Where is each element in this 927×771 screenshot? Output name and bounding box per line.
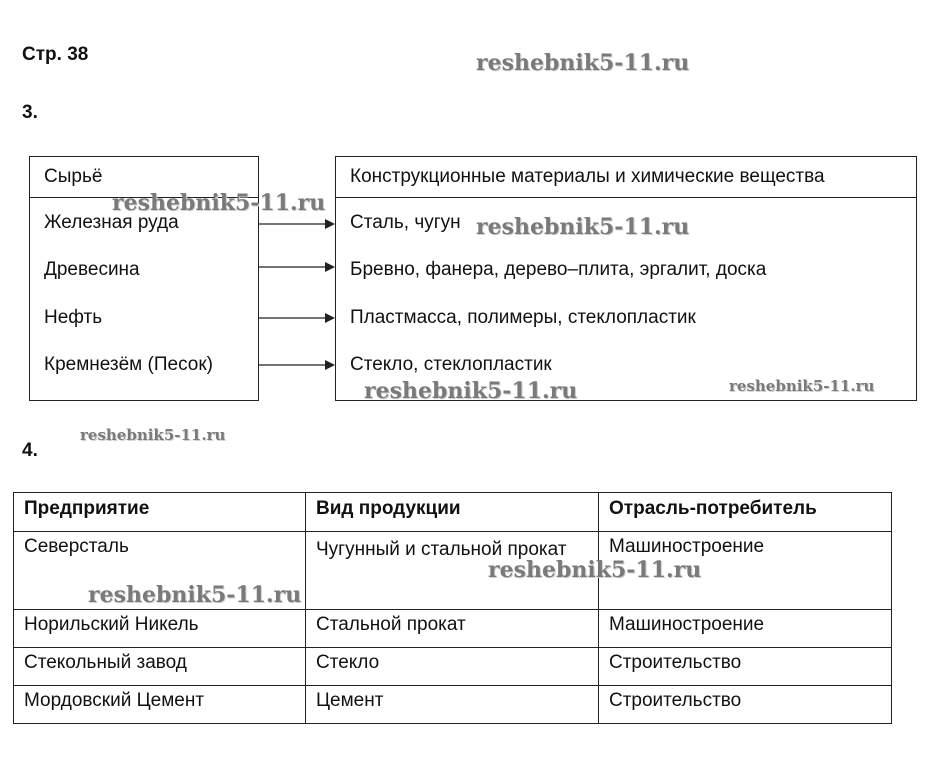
raw-material-item: Железная руда bbox=[44, 212, 179, 233]
table-cell-text: Чугунный и стальной прокат bbox=[316, 539, 567, 560]
table-cell: Норильский Никель bbox=[14, 610, 306, 648]
arrow-right-icon bbox=[259, 218, 335, 230]
arrow-right-icon bbox=[259, 261, 335, 273]
watermark: reshebnik5-11.ru bbox=[80, 426, 226, 444]
table-cell: Строительство bbox=[599, 686, 892, 724]
arrow-right-icon bbox=[259, 359, 335, 371]
table-cell: Цемент bbox=[306, 686, 599, 724]
table-header-row bbox=[14, 493, 892, 532]
table-row bbox=[14, 610, 892, 648]
material-item: Стекло, стеклопластик bbox=[350, 354, 552, 375]
materials-header-label: Конструкционные материалы и химические вещества bbox=[350, 166, 825, 187]
raw-materials-header-label: Сырьё bbox=[44, 166, 103, 187]
table-cell: Мордовский Цемент bbox=[14, 686, 306, 724]
task-3-number: 3. bbox=[22, 102, 38, 123]
table-cell: Стекольный завод bbox=[14, 648, 306, 686]
table-cell: Строительство bbox=[599, 648, 892, 686]
column-header: Вид продукции bbox=[306, 493, 599, 532]
watermark: reshebnik5-11.ru bbox=[112, 190, 326, 216]
enterprise-table bbox=[13, 492, 892, 724]
material-item: Пластмасса, полимеры, стеклопластик bbox=[350, 307, 696, 328]
column-header: Отрасль-потребитель bbox=[599, 493, 892, 532]
watermark: reshebnik5-11.ru bbox=[488, 557, 702, 583]
material-item: Сталь, чугун bbox=[350, 212, 461, 233]
raw-material-item: Нефть bbox=[44, 307, 103, 328]
table-cell: Стальной прокат bbox=[306, 610, 599, 648]
materials-box bbox=[335, 156, 917, 401]
task-4-number: 4. bbox=[22, 440, 38, 461]
arrow-right-icon bbox=[259, 312, 335, 324]
watermark: reshebnik5-11.ru bbox=[88, 582, 302, 608]
page-number: Стр. 38 bbox=[22, 44, 89, 65]
column-header: Предприятие bbox=[14, 493, 306, 532]
materials-header bbox=[336, 157, 916, 198]
watermark: reshebnik5-11.ru bbox=[476, 50, 690, 76]
raw-material-item: Древесина bbox=[44, 259, 140, 280]
table-cell: Стекло bbox=[306, 648, 599, 686]
watermark: reshebnik5-11.ru bbox=[729, 377, 875, 395]
table-row bbox=[14, 686, 892, 724]
watermark: reshebnik5-11.ru bbox=[364, 378, 578, 404]
table-cell: Машиностроение bbox=[599, 610, 892, 648]
table-cell: Машиностроение bbox=[599, 532, 892, 610]
watermark: reshebnik5-11.ru bbox=[476, 214, 690, 240]
material-item: Бревно, фанера, дерево–плита, эргалит, доска bbox=[350, 259, 767, 280]
raw-material-item: Кремнезём (Песок) bbox=[44, 354, 213, 375]
table-cell: Северсталь bbox=[14, 532, 306, 610]
table-row bbox=[14, 648, 892, 686]
